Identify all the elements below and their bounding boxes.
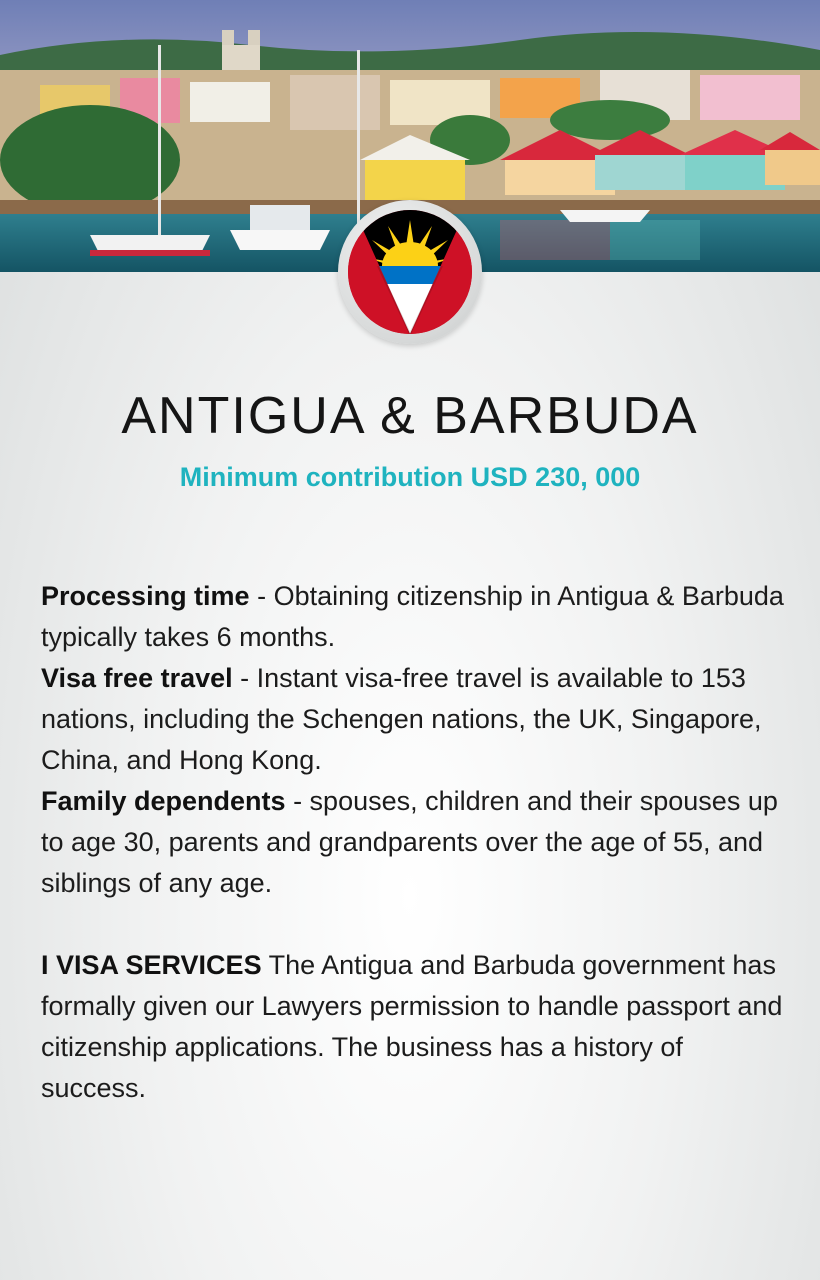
family-dependents-label: Family dependents (41, 786, 286, 816)
family-dependents-paragraph (41, 781, 786, 904)
page-title: ANTIGUA & BARBUDA (121, 387, 699, 445)
visa-free-travel-text: - Instant visa-free travel is available to 153 nations, including the Schengen nations, the UK, Singapore, China, and Hong Kong. (41, 663, 762, 775)
antigua-flag-icon (348, 210, 472, 334)
flag-badge (338, 200, 482, 344)
visa-free-travel-paragraph (41, 658, 786, 781)
family-dependents-text: - spouses, children and their spouses up to age 30, parents and grandparents over the age of 55, and siblings of any age. (41, 786, 778, 898)
company-text: The Antigua and Barbuda government has formally given our Lawyers permission to handle passport and citizenship applications. The business has a history of success. (41, 950, 783, 1103)
processing-time-paragraph (41, 576, 786, 658)
spacer (41, 904, 786, 945)
info-content (41, 576, 786, 1109)
processing-time-text: - Obtaining citizenship in Antigua & Barbuda typically takes 6 months. (41, 581, 784, 652)
company-paragraph (41, 945, 786, 1109)
company-name: I VISA SERVICES (41, 950, 262, 980)
visa-free-travel-label: Visa free travel (41, 663, 233, 693)
minimum-contribution: Minimum contribution USD 230, 000 (179, 462, 641, 492)
processing-time-label: Processing time (41, 581, 250, 611)
